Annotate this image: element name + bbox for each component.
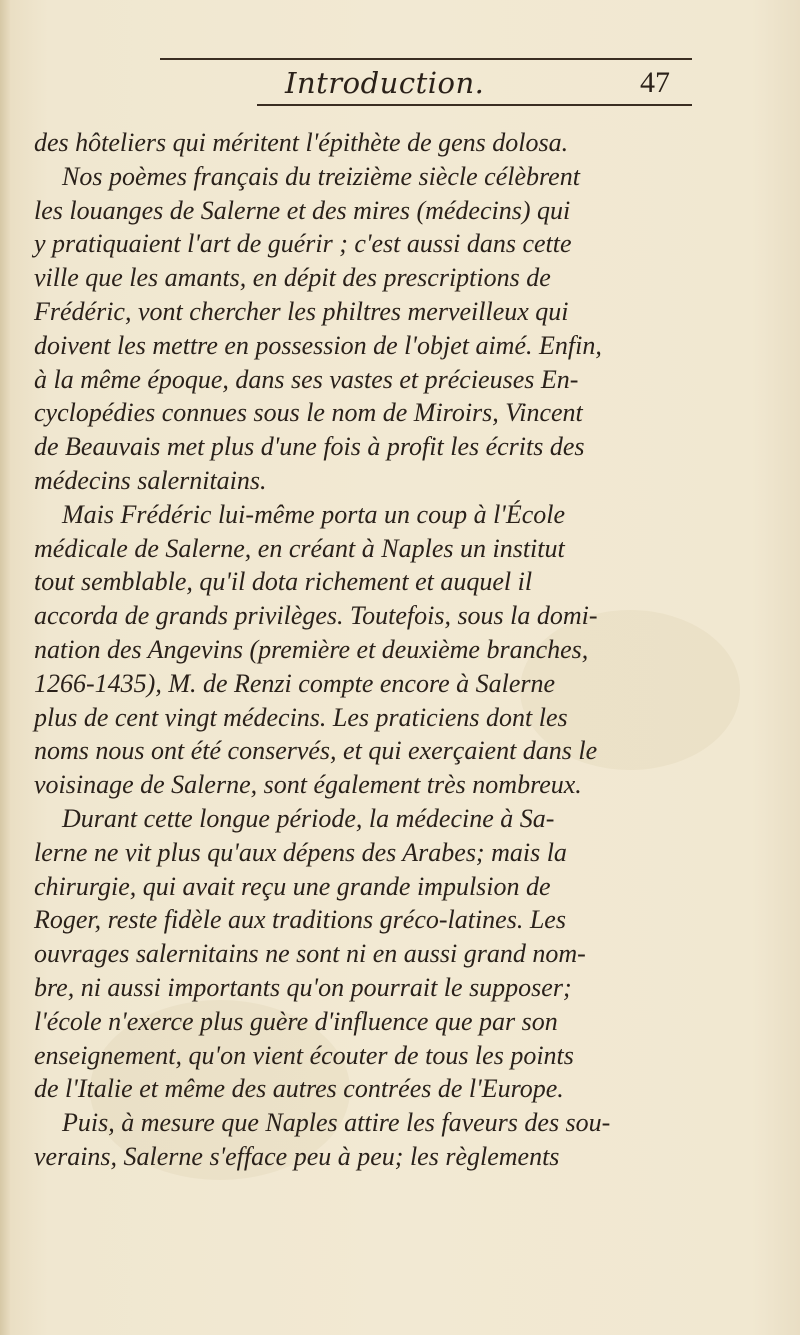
header-rule-top <box>160 58 692 60</box>
text-line: voisinage de Salerne, sont également très nombreux. <box>34 770 582 800</box>
text-line: Mais Frédéric lui-même porta un coup à l'École <box>62 499 566 529</box>
text-line: nation des Angevins (première et deuxième branches, <box>34 634 589 664</box>
text-line: 1266-1435), M. de Renzi compte encore à Salerne <box>34 668 556 698</box>
text-line: de Beauvais met plus d'une fois à profit les écrits des <box>34 432 585 462</box>
page-binding-edge <box>0 0 10 1335</box>
text-line: les louanges de Salerne et des mires (médecins) qui <box>34 195 571 225</box>
text-line: noms nous ont été conservés, et qui exerçaient dans le <box>34 736 598 766</box>
text-line: à la même époque, dans ses vastes et précieuses En- <box>34 364 579 394</box>
text-line: Frédéric, vont chercher les philtres merveilleux qui <box>34 296 569 326</box>
text-line: chirurgie, qui avait reçu une grande impulsion de <box>34 871 551 901</box>
text-line: médecins salernitains. <box>34 465 267 495</box>
text-line: médicale de Salerne, en créant à Naples un institut <box>34 533 565 563</box>
text-line: ouvrages salernitains ne sont ni en aussi grand nom- <box>34 939 586 969</box>
text-line: cyclopédies connues sous le nom de Miroirs, Vincent <box>34 398 583 428</box>
text-line: verains, Salerne s'efface peu à peu; les règlements <box>34 1141 560 1171</box>
text-line: y pratiquaient l'art de guérir ; c'est aussi dans cette <box>34 229 572 259</box>
text-line: l'école n'exerce plus guère d'influence que par son <box>34 1006 558 1036</box>
text-line: des hôteliers qui méritent l'épithète de gens dolosa. <box>34 128 569 157</box>
running-title: Introduction. <box>285 66 485 100</box>
text-line: plus de cent vingt médecins. Les praticiens dont les <box>34 702 568 732</box>
text-line: de l'Italie et même des autres contrées de l'Europe. <box>34 1074 564 1104</box>
text-line: Durant cette longue période, la médecine à Sa- <box>62 803 555 833</box>
text-line: doivent les mettre en possession de l'objet aimé. Enfin, <box>34 330 602 360</box>
text-line: tout semblable, qu'il dota richement et auquel il <box>34 567 533 597</box>
text-line: Nos poèmes français du treizième siècle célèbrent <box>62 161 580 191</box>
text-line: ville que les amants, en dépit des prescriptions de <box>34 263 551 293</box>
page-number: 47 <box>640 66 670 99</box>
text-line: enseignement, qu'on vient écouter de tous les points <box>34 1040 574 1070</box>
body-text <box>34 126 734 1174</box>
running-header <box>0 66 800 106</box>
text-line: bre, ni aussi importants qu'on pourrait le supposer; <box>34 972 572 1002</box>
text-line: Roger, reste fidèle aux traditions gréco-latines. Les <box>34 905 566 935</box>
text-line: lerne ne vit plus qu'aux dépens des Arabes; mais la <box>34 837 567 867</box>
header-rule-bottom <box>257 104 692 106</box>
text-line: accorda de grands privilèges. Toutefois, sous la domi- <box>34 601 598 631</box>
text-line: Puis, à mesure que Naples attire les faveurs des sou- <box>62 1108 611 1138</box>
